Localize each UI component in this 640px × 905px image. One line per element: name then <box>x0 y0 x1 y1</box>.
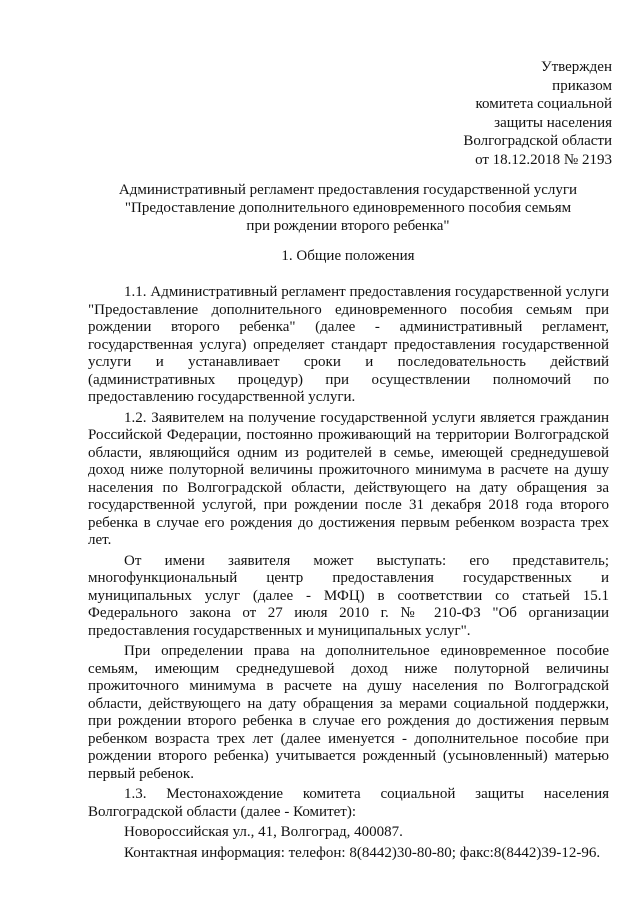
paragraph-representative: От имени заявителя может выступать: его представитель; многофункциональный центр предоставления государственных и муниципальных услуг (далее - МФЦ) в соответствии со статьей 15.1 Федерального закона от 27 июля 2010 г. № 210-ФЗ "Об организации предоставления государственных и муниципальных услуг". <box>88 552 609 639</box>
paragraph-1-2: 1.2. Заявителем на получение государственной услуги является гражданин Российской Федерации, постоянно проживающий на территории Волгоградской области, являющийся одним из родителей в семье, имеющей среднедушевой доход ниже полуторной величины прожиточного минимума в расчете на душу населения по Волгоградской области, действующего на дату обращения за государственной услугой, при рождении после 31 декабря 2018 года второго ребенка в случае его рождения до достижения первым ребенком возраста трех лет. <box>88 409 609 548</box>
section-heading: 1. Общие положения <box>281 248 415 264</box>
paragraph-address: Новороссийская ул., 41, Волгоград, 400087. <box>124 824 403 840</box>
title-line: при рождении второго ребенка" <box>246 218 450 234</box>
approval-line: защиты населения <box>494 114 612 131</box>
approval-line: Волгоградской области <box>463 133 612 149</box>
paragraph-contacts: Контактная информация: телефон: 8(8442)30-80-80; факс:8(8442)39-12-96. <box>124 844 601 861</box>
approval-line: приказом <box>552 77 612 94</box>
approval-line: Утвержден <box>540 59 612 75</box>
approval-line: от 18.12.2018 № 2193 <box>475 151 612 168</box>
title-line: "Предоставление дополнительного единовременного пособия семьям <box>124 200 572 216</box>
approval-stamp <box>352 58 612 169</box>
document-body <box>88 284 609 865</box>
paragraph-eligibility: При определении права на дополнительное единовременное пособие семьям, имеющим среднедушевой доход ниже полуторной величины прожиточного минимума в расчете на душу населения по Волгоградской области, действующего на дату обращения за мерами социальной поддержки, при рождении второго ребенка в случае его рождения до достижения первым ребенком возраста трех лет (далее именуется - дополнительное пособие при рождении второго ребенка) учитывается рожденный (усыновленный) матерью первый ребенок. <box>88 643 609 782</box>
title-line: Административный регламент предоставления государственной услуги <box>118 182 578 198</box>
approval-line: комитета социальной <box>475 96 612 112</box>
document-title <box>88 181 608 235</box>
paragraph-1-3: 1.3. Местонахождение комитета социальной защиты населения Волгоградской области (далее - Комитет): <box>88 786 609 820</box>
paragraph-1-1: 1.1. Административный регламент предоставления государственной услуги "Предоставление дополнительного единовременного пособия семьям при рождении второго ребенка" (далее - административный регламент, государственная услуга) определяет стандарт предоставления государственной услуги и устанавливает сроки и последовательность действий (административных процедур) при осуществлении полномочий по предоставлению государственной услуги. <box>88 284 609 405</box>
